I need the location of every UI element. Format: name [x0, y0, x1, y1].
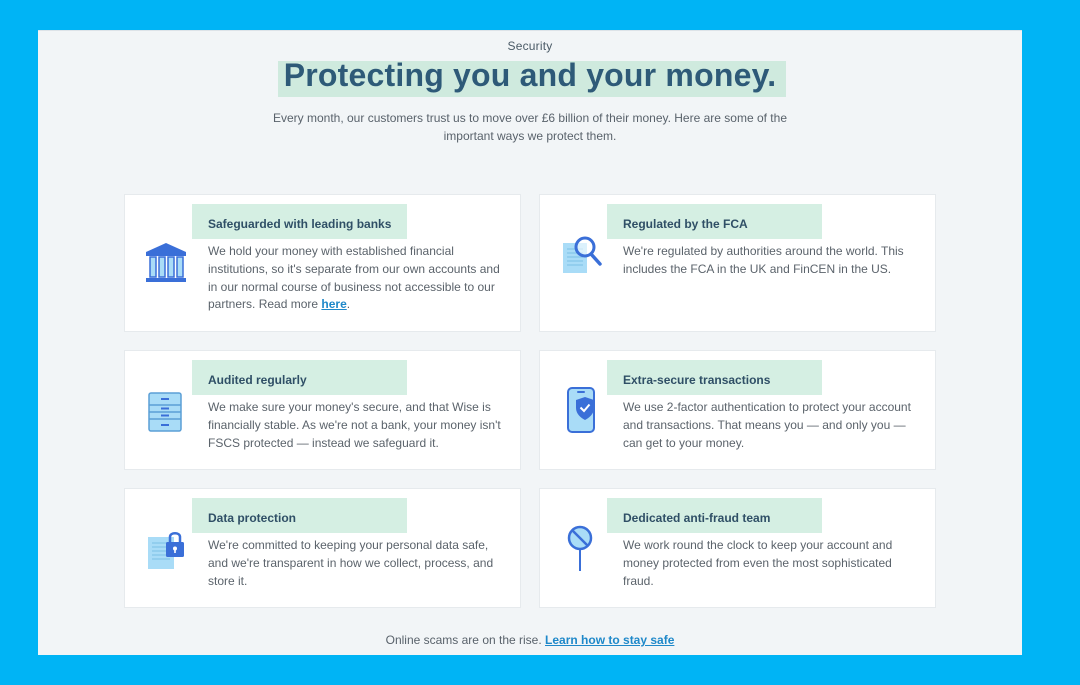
read-more-link[interactable]: here: [321, 297, 347, 312]
footer-note: [38, 633, 1022, 647]
card-extra-secure: [539, 350, 936, 470]
card-anti-fraud: [539, 488, 936, 608]
phone-shield-icon: [558, 385, 602, 440]
card-body: We work round the clock to keep your account and money protected from even the most sophisticated fraud.: [623, 538, 893, 588]
card-body-text: We hold your money with established financial institutions, so it's separate from our own accounts and in our normal course of business not accessible to our partners. Read more: [208, 244, 500, 312]
page-subtitle: Every month, our customers trust us to move over £6 billion of their money. Here are some of the important ways we protect them.: [272, 111, 787, 143]
card-safeguarded: [124, 194, 521, 332]
card-regulated: [539, 194, 936, 332]
card-body: We make sure your money's secure, and that Wise is financially stable. As we're not a bank, your money isn't FSCS protected — instead we safeguard it.: [208, 400, 501, 450]
bank-icon: [143, 240, 189, 291]
card-title: Safeguarded with leading banks: [208, 217, 392, 231]
footer-text: Online scams are on the rise.: [385, 633, 546, 647]
card-title: Dedicated anti-fraud team: [623, 511, 771, 525]
document-lock-icon: [143, 525, 189, 578]
section-eyebrow: Security: [507, 39, 553, 53]
card-body: We use 2-factor authentication to protect your account and transactions. That means you — and only you — can get to your money.: [623, 400, 911, 450]
filing-cabinet-icon: [143, 391, 189, 440]
no-entry-sign-icon: [558, 525, 602, 580]
card-body: We're regulated by authorities around the world. This includes the FCA in the UK and FinCEN in the US.: [623, 244, 904, 276]
card-data-protection: [124, 488, 521, 608]
security-panel: [38, 30, 1022, 655]
stay-safe-link[interactable]: Learn how to stay safe: [545, 633, 675, 647]
card-title: Regulated by the FCA: [623, 217, 748, 231]
card-body: We're committed to keeping your personal data safe, and we're transparent in how we collect, process, and store it.: [208, 538, 494, 588]
page-title: Protecting you and your money.: [283, 57, 777, 93]
card-audited: [124, 350, 521, 470]
card-title: Data protection: [208, 511, 297, 525]
card-title: Extra-secure transactions: [623, 373, 771, 387]
card-body: [208, 243, 506, 314]
card-body-end: .: [346, 297, 351, 312]
card-title: Audited regularly: [208, 373, 307, 387]
magnifier-document-icon: [558, 231, 606, 284]
